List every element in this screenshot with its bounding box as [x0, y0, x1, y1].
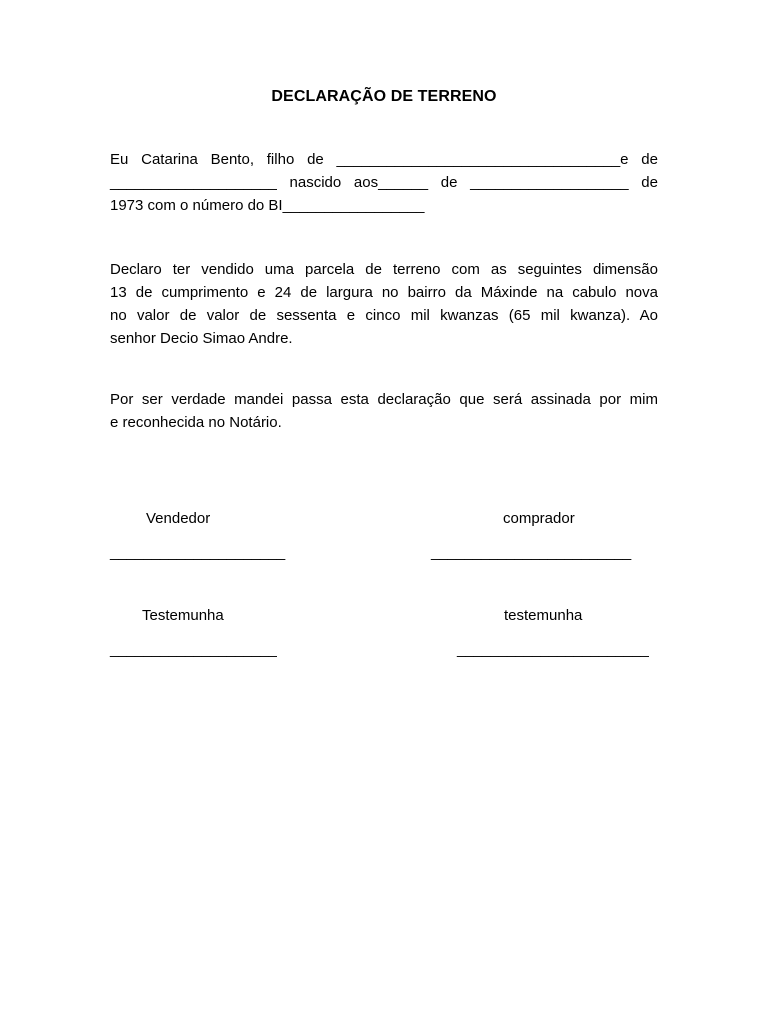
sale-line-1: Declaro ter vendido uma parcela de terreno com as seguintes dimensão	[110, 261, 658, 278]
identity-paragraph	[110, 148, 658, 217]
witness1-signature-line: ____________________	[110, 641, 277, 658]
witness1-label: Testemunha	[142, 607, 224, 624]
closing-line-2: e reconhecida no Notário.	[110, 414, 282, 431]
seller-signature-line: _____________________	[110, 544, 286, 561]
seller-label: Vendedor	[146, 510, 211, 527]
document-title: DECLARAÇÃO DE TERRENO	[271, 88, 497, 105]
closing-paragraph	[110, 388, 658, 434]
buyer-signature-line: ________________________	[431, 544, 632, 561]
sale-line-3: no valor de valor de sessenta e cinco mil kwanzas (65 mil kwanza). Ao	[110, 307, 658, 324]
identity-line-1: Eu Catarina Bento, filho de __________________________________e de	[110, 151, 658, 168]
sale-line-2: 13 de cumprimento e 24 de largura no bairro da Máxinde na cabulo nova	[110, 284, 658, 301]
sale-line-4: senhor Decio Simao Andre.	[110, 330, 293, 347]
closing-line-1: Por ser verdade mandei passa esta declaração que será assinada por mim	[110, 391, 658, 408]
identity-line-2: ____________________ nascido aos______ de ___________________ de	[110, 174, 658, 191]
buyer-label: comprador	[503, 510, 575, 527]
witness2-label: testemunha	[504, 607, 583, 624]
witness2-signature-line: _______________________	[457, 641, 649, 658]
sale-paragraph	[110, 258, 658, 350]
identity-line-3: 1973 com o número do BI_________________	[110, 197, 425, 214]
